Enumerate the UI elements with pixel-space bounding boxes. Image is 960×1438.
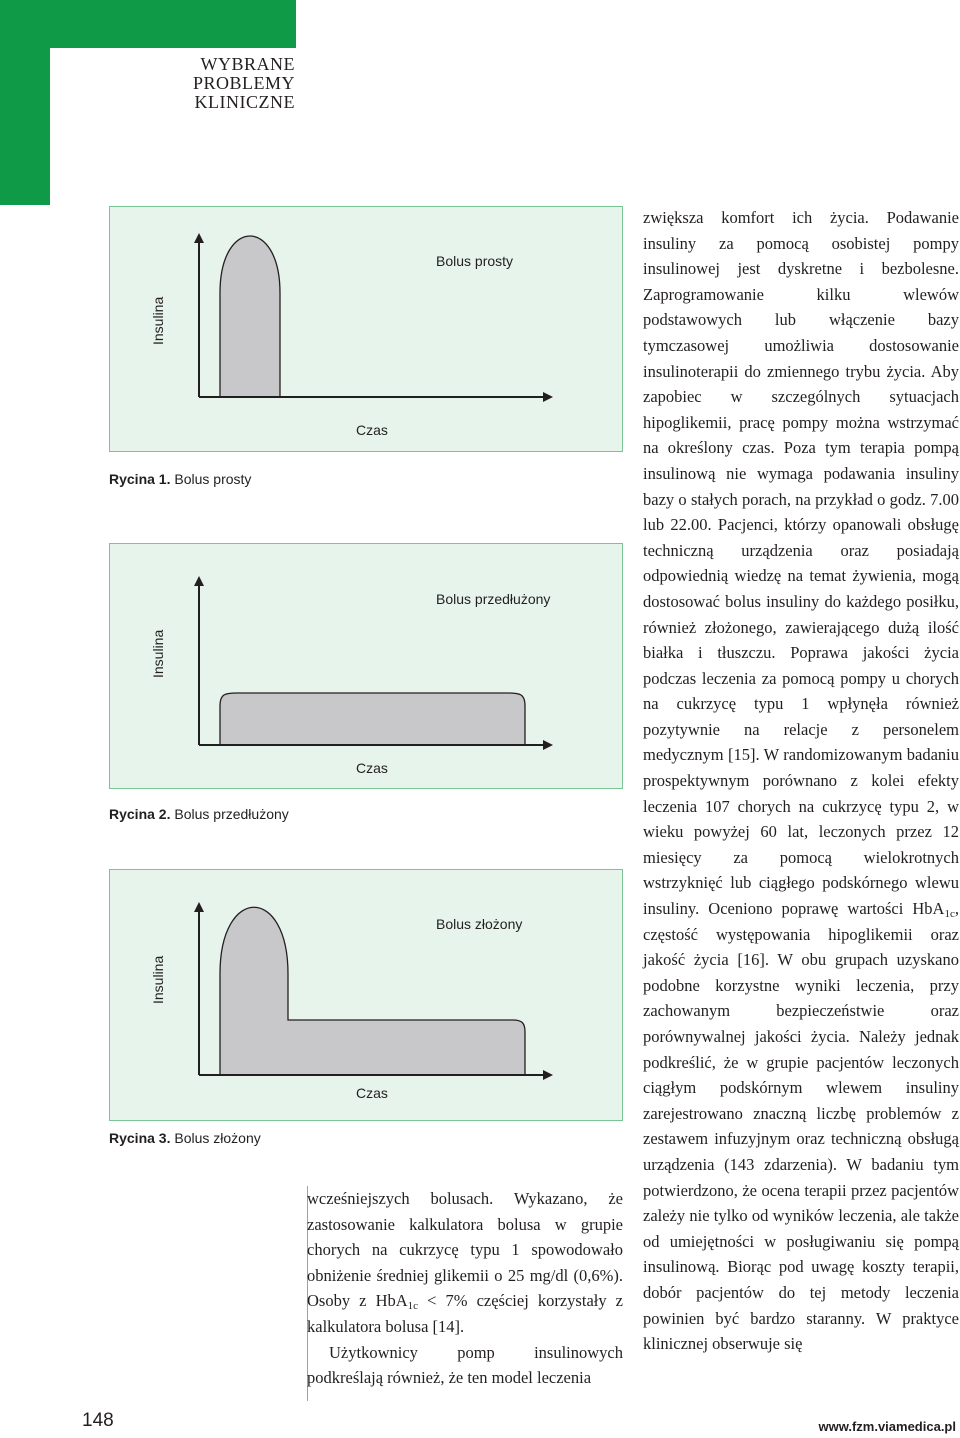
x-axis-label: Czas	[356, 422, 388, 438]
y-axis-arrow	[194, 233, 204, 243]
bolus-shape	[220, 907, 525, 1075]
y-axis-label: Insulina	[150, 955, 166, 1004]
left-text-column	[307, 1186, 623, 1391]
figure-bolus-przedluzony	[109, 543, 623, 789]
right-text-column	[643, 205, 959, 1357]
y-axis-label: Insulina	[150, 296, 166, 345]
figure-bolus-prosty	[109, 206, 623, 452]
subscript: 1c	[407, 1300, 419, 1313]
paragraph-text: zwiększa komfort ich życia. Podawanie insuliny za pomocą osobistej pompy insulinowej jest dyskretne i bezbolesne. Zaprogramowanie kilku wlewów podstawowych lub włączenie bazy tymczasowej umożliwia dostosowanie insulinoterapii do zmiennego trybu życia. Aby zapobiec w szczególnych sytuacjach hipoglikemii, pracę pompy można wstrzymać na określony czas. Poza tym terapia pompą insulinową nie wymaga podawania insuliny bazy o stałych porach, na przykład o godz. 7.00 lub 22.00. Pacjenci, którzy opanowali obsługę techniczną urządzenia oraz posiadają odpowiednią wiedzę na temat żywienia, mogą dostosować bolus insuliny do każdego posiłku, również złożonego, zawierającego dużą ilość białka i tłuszczu. Poprawa jakości życia podczas leczenia za pomocą pompy u chorych na cukrzycę typu 1 wpłynęła również pozytywnie na relacje z personelem medycznym [15]. W randomizowanym badaniu prospektywnym porównano z kolei efekty leczenia 107 chorych na cukrzycę typu 2, w wieku powyżej 60 lat, leczonych przez 12 miesięcy za pomocą wielokrotnych wstrzyknięć lub ciągłego podskórnego wlewu insuliny. Oceniono poprawę wartości HbA	[643, 208, 959, 919]
figure-caption	[109, 806, 289, 822]
figure-bolus-zlozony	[109, 869, 623, 1121]
x-axis-arrow	[543, 740, 553, 750]
caption-number: Rycina 2.	[109, 806, 171, 822]
section-title-line: WYBRANE	[200, 54, 295, 74]
figure-title: Bolus prosty	[436, 253, 514, 269]
section-color-bar	[0, 0, 50, 205]
section-title	[150, 55, 295, 112]
paragraph-text: wcześniejszych bolusach. Wykazano, że zastosowanie kalkulatora bolusa w grupie chorych na cukrzycę typu 1 spowodowało obniżenie średniej glikemii o 25 mg/dl (0,6%). Osoby z HbA	[307, 1189, 623, 1311]
figure-title: Bolus złożony	[436, 916, 523, 932]
figure-diagram	[110, 544, 624, 790]
y-axis-arrow	[194, 576, 204, 586]
section-title-line: PROBLEMY	[192, 73, 295, 93]
figure-caption	[109, 1130, 261, 1146]
x-axis-label: Czas	[356, 760, 388, 776]
bolus-shape	[220, 236, 280, 397]
x-axis-label: Czas	[356, 1085, 388, 1101]
paragraph-text: , częstość występowania hipoglikemii oraz jakość życia [16]. W obu grupach uzyskano podobne korzystne wyniki leczenia, przy zachowanym bezpieczeństwie oraz porównywalnej jakości życia. Należy jednak podkreślić, że w grupie pacjentów leczonych ciągłym podskórnym wlewem insuliny zarejestrowano znaczną liczbę problemów z zestawem infuzyjnym oraz techniczną obsługą urządzenia (143 zdarzenia). W badaniu tym potwierdzono, że ocena terapii przez pacjentów zależy nie tylko od wyników leczenia, ale także od umiejętności w posługiwaniu się pompą insulinową. Biorąc pod uwagę koszty terapii, dobór pacjentów do tej metody leczenia powinien być bardzo staranny. W praktyce klinicznej obserwuje się	[643, 899, 959, 1354]
paragraph-text: < 7% częściej korzystały z kalkulatora bolusa [14].	[307, 1291, 623, 1336]
caption-number: Rycina 1.	[109, 471, 171, 487]
caption-text: Bolus złożony	[170, 1130, 261, 1146]
figure-title: Bolus przedłużony	[436, 591, 551, 607]
page-number: 148	[82, 1410, 114, 1431]
subscript: 1c	[944, 908, 955, 921]
paragraph	[307, 1186, 623, 1340]
y-axis-arrow	[194, 902, 204, 912]
section-title-line: KLINICZNE	[194, 92, 295, 112]
x-axis-arrow	[543, 1070, 553, 1080]
website-url: www.fzm.viamedica.pl	[818, 1419, 956, 1434]
caption-number: Rycina 3.	[109, 1130, 171, 1146]
bolus-shape	[220, 693, 525, 745]
caption-text: Bolus prosty	[170, 471, 252, 487]
figure-diagram	[110, 207, 624, 453]
paragraph: Użytkownicy pomp insulinowych podkreślają również, że ten model leczenia	[307, 1342, 623, 1388]
paragraph	[643, 205, 959, 1357]
caption-text: Bolus przedłużony	[170, 806, 289, 822]
section-color-bar-top	[50, 0, 296, 48]
y-axis-label: Insulina	[150, 629, 166, 678]
figure-caption	[109, 471, 251, 487]
x-axis-arrow	[543, 392, 553, 402]
